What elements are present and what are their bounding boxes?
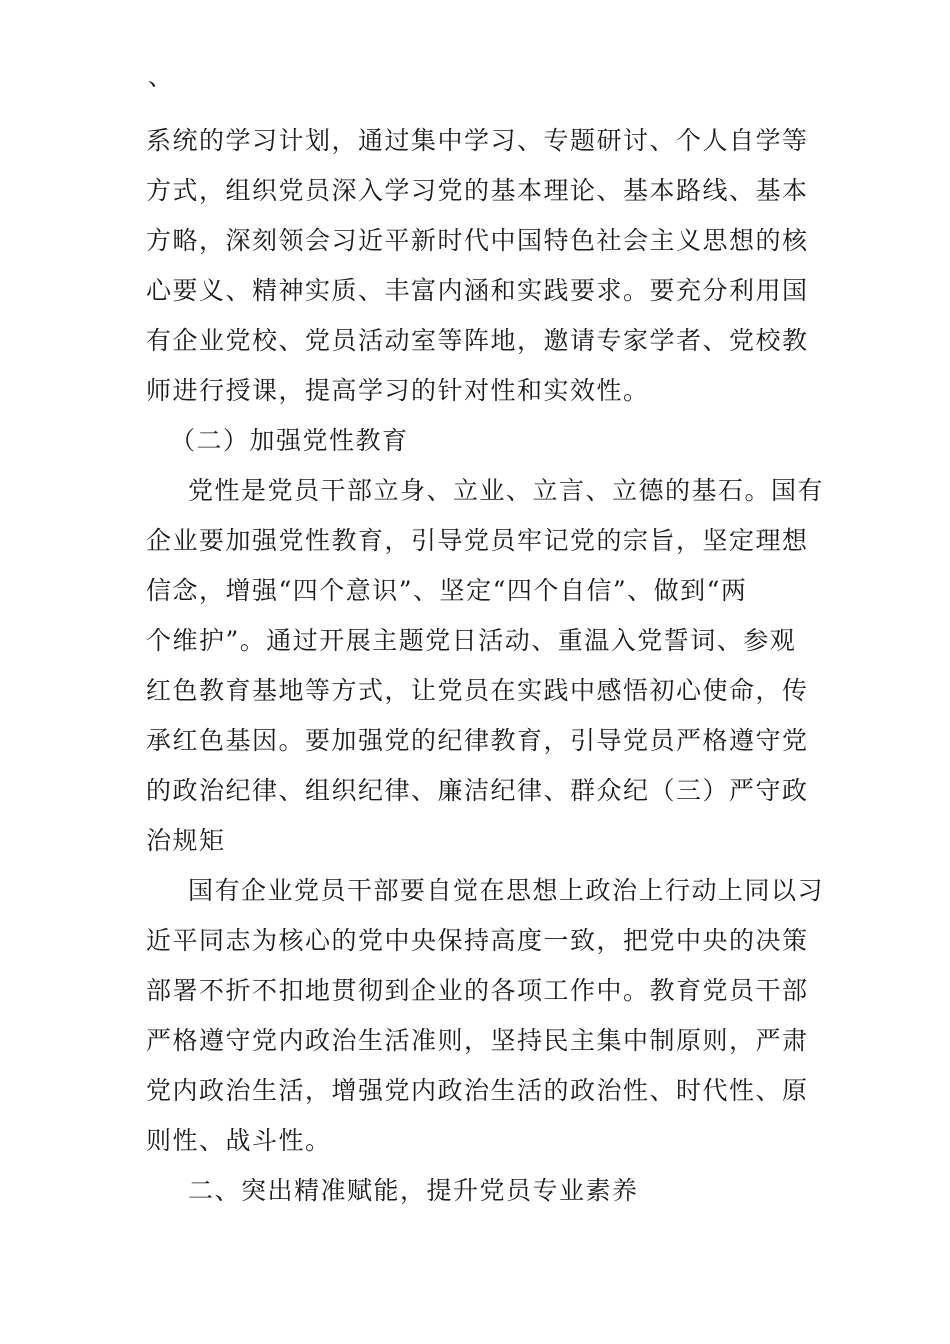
- paragraph-line: 严格遵守党内政治生活准则，坚持民主集中制原则，严肃: [146, 1026, 809, 1055]
- paragraph-line: 党内政治生活，增强党内政治生活的政治性、时代性、原: [146, 1076, 809, 1105]
- paragraph-line: 国有企业党员干部要自觉在思想上政治上行动上同以习: [188, 876, 825, 905]
- paragraph-line: 方式，组织党员深入学习党的基本理论、基本路线、基本: [146, 176, 809, 205]
- paragraph-line: 部署不折不扣地贯彻到企业的各项工作中。教育党员干部: [146, 976, 809, 1005]
- top-mark: 、: [148, 63, 172, 91]
- paragraph-line: 有企业党校、党员活动室等阵地，邀请专家学者、党校教: [146, 326, 809, 355]
- paragraph-line: 则性、战斗性。: [146, 1126, 332, 1155]
- paragraph-line: 治规矩: [146, 826, 226, 855]
- paragraph-line: 企业要加强党性教育，引导党员牢记党的宗旨，坚定理想: [146, 526, 809, 555]
- paragraph-line: 系统的学习计划，通过集中学习、专题研讨、个人自学等: [146, 126, 809, 155]
- section-heading: （二）加强党性教育: [170, 426, 409, 455]
- paragraph-line: 心要义、精神实质、丰富内涵和实践要求。要充分利用国: [146, 276, 809, 305]
- paragraph-line: 近平同志为核心的党中央保持高度一致，把党中央的决策: [146, 926, 809, 955]
- paragraph-line: 党性是党员干部立身、立业、立言、立德的基石。国有: [188, 476, 825, 505]
- paragraph-line: 信念，增强“四个意识”、坚定“四个自信”、做到“两: [146, 576, 748, 605]
- section-heading: 二、突出精准赋能，提升党员专业素养: [188, 1176, 639, 1205]
- paragraph-line: 红色教育基地等方式，让党员在实践中感悟初心使命，传: [146, 676, 809, 705]
- paragraph-line: 的政治纪律、组织纪律、廉洁纪律、群众纪（三）严守政: [146, 776, 809, 805]
- paragraph-line: 承红色基因。要加强党的纪律教育，引导党员严格遵守党: [146, 726, 809, 755]
- paragraph-line: 个维护”。通过开展主题党日活动、重温入党誓词、参观: [146, 626, 797, 655]
- paragraph-line: 方略，深刻领会习近平新时代中国特色社会主义思想的核: [146, 226, 809, 255]
- paragraph-line: 师进行授课，提高学习的针对性和实效性。: [146, 376, 650, 405]
